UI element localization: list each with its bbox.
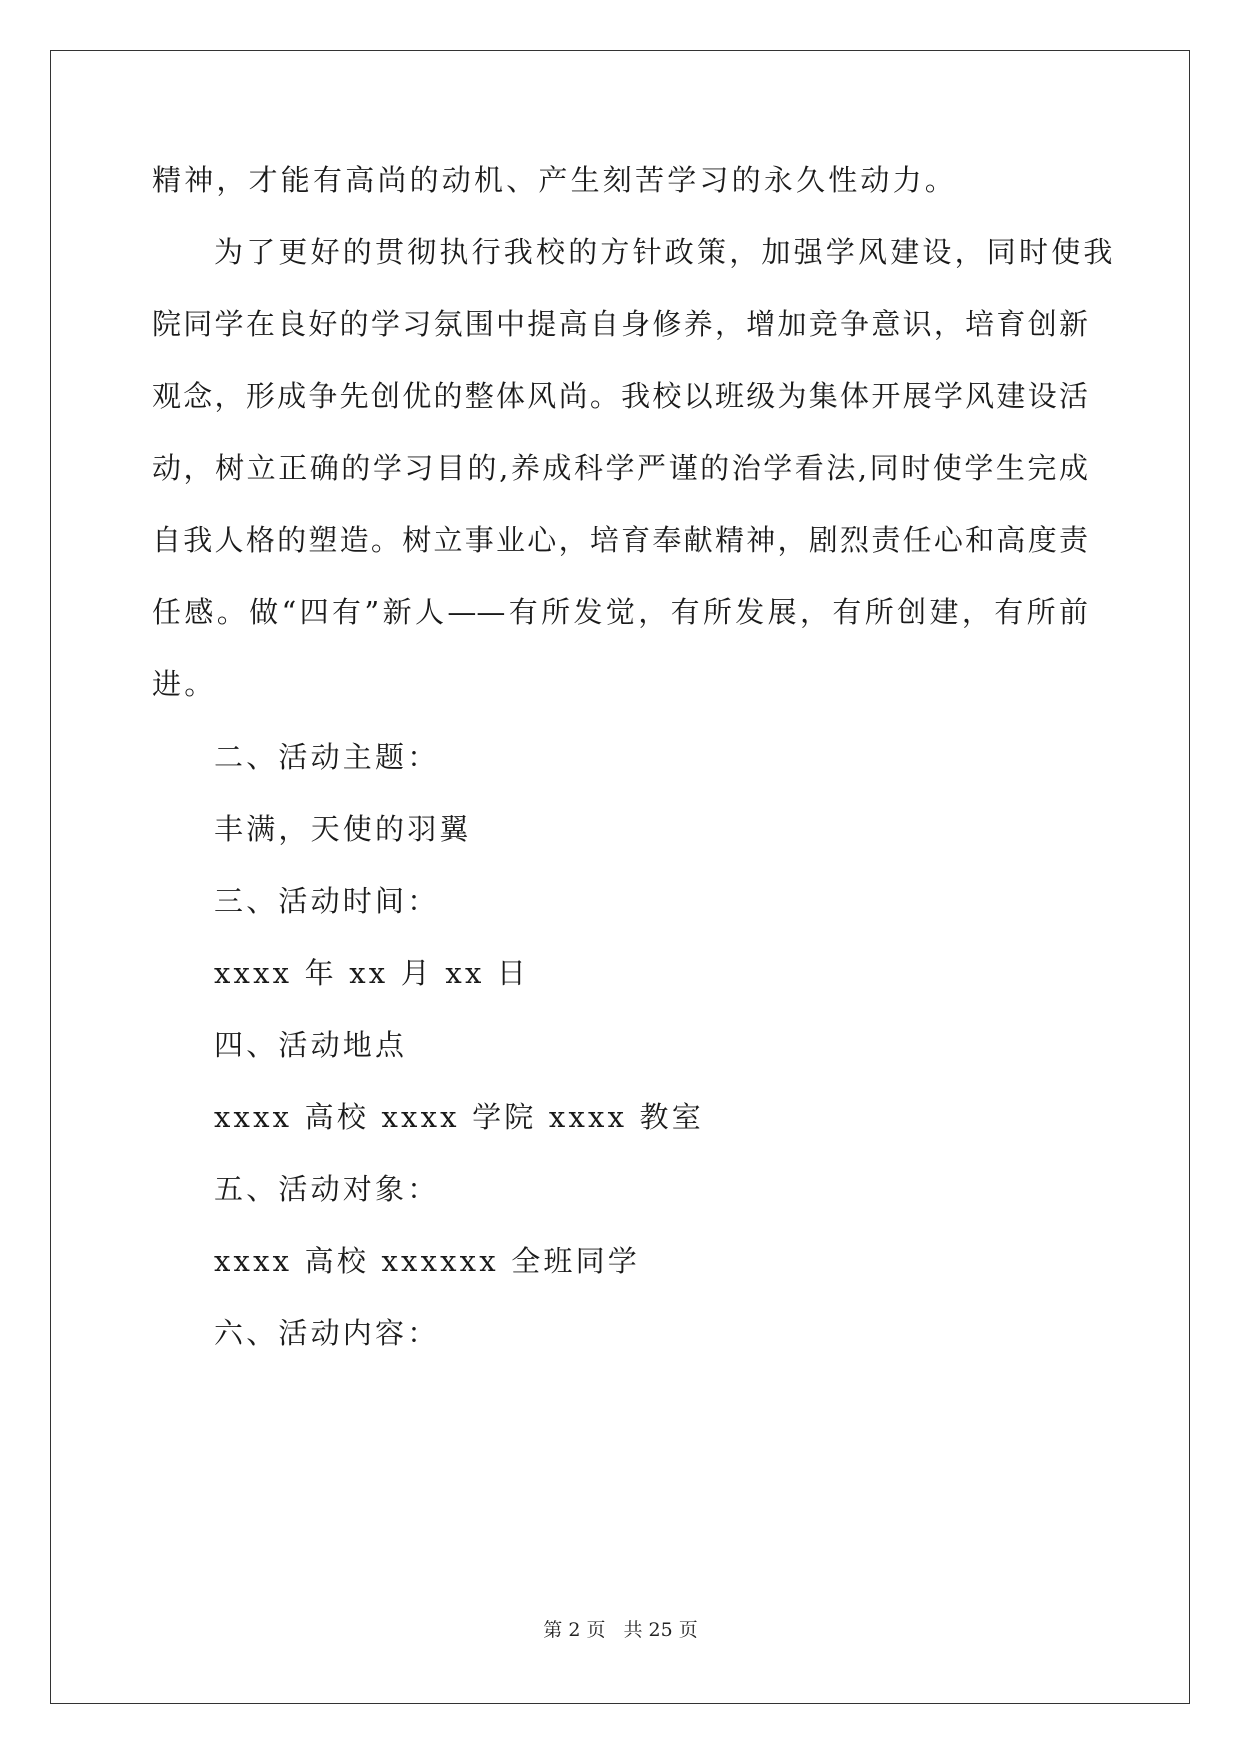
section-heading: 三、活动时间： — [214, 884, 440, 918]
section-content: xxxx 年 xx 月 xx 日 — [214, 956, 530, 990]
section-content: 丰满，天使的羽翼 — [214, 812, 472, 846]
section-heading: 四、活动地点 — [214, 1028, 408, 1062]
paragraph-line: 观念，形成争先创优的整体风尚。我校以班级为集体开展学风建设活 — [152, 379, 1088, 413]
section-heading: 六、活动内容： — [214, 1316, 440, 1350]
section-heading: 五、活动对象： — [214, 1172, 440, 1206]
paragraph-line: 动，树立正确的学习目的,养成科学严谨的治学看法,同时使学生完成 — [152, 451, 1088, 485]
paragraph-line: 自我人格的塑造。树立事业心，培育奉献精神，剧烈责任心和高度责 — [152, 523, 1088, 557]
page-total: 共 25 页 — [623, 1619, 698, 1641]
paragraph-line: 为了更好的贯彻执行我校的方针政策，加强学风建设，同时使我 — [214, 235, 1116, 269]
page-border — [50, 50, 1190, 1704]
page-footer — [0, 1618, 1241, 1642]
paragraph-line: 精神，才能有高尚的动机、产生刻苦学习的永久性动力。 — [152, 163, 958, 197]
paragraph-line: 进。 — [152, 667, 217, 701]
paragraph-line: 任感。做“四有”新人——有所发觉，有所发展，有所创建，有所前 — [152, 595, 1088, 629]
section-heading: 二、活动主题： — [214, 740, 440, 774]
section-content: xxxx 高校 xxxxxx 全班同学 — [214, 1244, 641, 1278]
paragraph-line: 院同学在良好的学习氛围中提高自身修养，增加竞争意识，培育创新 — [152, 307, 1088, 341]
section-content: xxxx 高校 xxxx 学院 xxxx 教室 — [214, 1100, 704, 1134]
page-number: 第 2 页 — [543, 1619, 606, 1641]
